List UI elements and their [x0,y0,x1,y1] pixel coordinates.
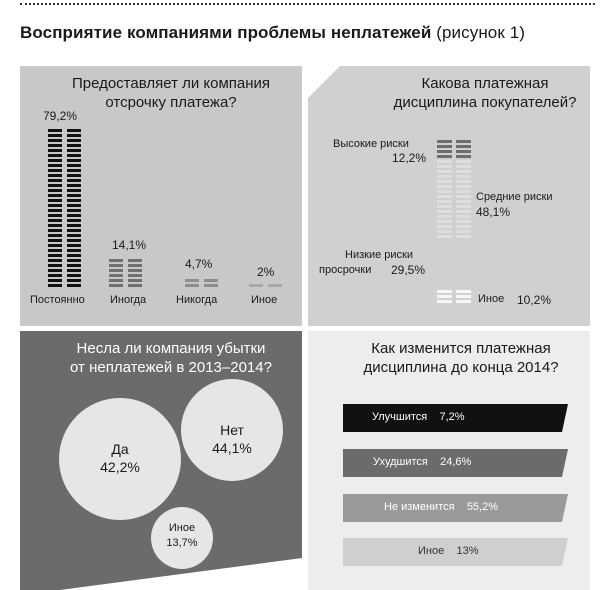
bar-dash-Постоянно [67,249,81,252]
stack-dash-Средние риски [437,170,452,173]
stack-dash-Высокие риски [437,150,452,153]
bar-dash-Постоянно [48,194,62,197]
stack-dash-Высокие риски [456,140,471,143]
bar-dash-Иногда [109,269,123,272]
stack-dash-Низкие риски просрочки [456,255,471,258]
hbar-label-uluchshitsya [372,411,465,423]
stack-dash-Средние риски [456,180,471,183]
stack-dash-Иное [456,300,471,303]
bar-dash-Постоянно [67,169,81,172]
bar-dash-Постоянно [48,189,62,192]
bar-dash-Постоянно [48,134,62,137]
bar-dash-Постоянно [67,129,81,132]
panel-4-title [332,339,590,377]
bar-dash-Постоянно [67,154,81,157]
bar-dash-Постоянно [67,204,81,207]
bar-dash-Постоянно [48,209,62,212]
stack-dash-Средние риски [437,225,452,228]
bar-dash-Никогда [204,279,218,282]
segment-value-other: 10,2% [517,293,552,307]
stack-dash-Низкие риски просрочки [437,270,452,273]
stack-dash-Средние риски [437,230,452,233]
hbar-label-ne-izmenitsya [384,501,498,513]
bar-dash-Постоянно [48,229,62,232]
bar-dash-Никогда [185,284,199,287]
hbar-name-ne-izmenitsya: Не изменится [384,501,455,513]
bar-dash-Постоянно [48,239,62,242]
stack-dash-Иное [437,300,452,303]
bar-dash-Постоянно [67,144,81,147]
hbar-value-ne-izmenitsya: 55,2% [466,501,499,513]
bubble-net-name: Нет [220,422,244,438]
bar-label-postoyanno: Постоянно [30,294,85,306]
bar-dash-Постоянно [67,189,81,192]
stack-dash-Высокие риски [456,150,471,153]
bar-dash-Постоянно [48,234,62,237]
bar-dash-Постоянно [48,274,62,277]
panel-3-title-line2: от неплатежей в 2013–2014? [70,359,272,376]
segment-label-high: Высокие риски [333,138,409,150]
stack-dash-Высокие риски [437,155,452,158]
bar-dash-Постоянно [67,279,81,282]
bar-dash-Постоянно [48,219,62,222]
bar-dash-Иногда [128,279,142,282]
stack-dash-Средние риски [456,165,471,168]
stack-dash-Низкие риски просрочки [437,285,452,288]
stack-dash-Средние риски [437,190,452,193]
panel-1-title-line1: Предоставляет ли компания [71,75,271,92]
panel-1-title-line2: отсрочку платежа? [105,94,237,111]
bar-dash-Иногда [128,259,142,262]
bar-dash-Постоянно [67,269,81,272]
stack-dash-Низкие риски просрочки [437,250,452,253]
hbar-value-inoe: 13% [456,545,479,557]
stack-dash-Низкие риски просрочки [437,255,452,258]
bar-dash-Постоянно [67,264,81,267]
panel-2-title [375,74,595,112]
bar-dash-Никогда [204,284,218,287]
stack-dash-Средние риски [437,165,452,168]
bar-dash-Иное [268,284,282,287]
stack-dash-Средние риски [437,180,452,183]
bar-dash-Иногда [109,279,123,282]
bar-value-postoyanno: 79,2% [43,109,78,123]
stack-dash-Средние риски [437,215,452,218]
stack-dash-Низкие риски просрочки [437,260,452,263]
stack-dash-Средние риски [437,235,452,238]
stack-dash-Низкие риски просрочки [456,285,471,288]
bar-dash-Постоянно [48,129,62,132]
panel-2-title-line2: дисциплина покупателей? [393,94,577,111]
stack-dash-Высокие риски [437,145,452,148]
bar-dash-Постоянно [67,239,81,242]
panel-4-title-line2: дисциплина до конца 2014? [363,359,559,376]
stack-dash-Средние риски [456,210,471,213]
bar-dash-Иногда [109,259,123,262]
bubble-da-value: 42,2% [100,459,140,475]
stack-dash-Средние риски [437,200,452,203]
bar-dash-Постоянно [67,134,81,137]
stack-dash-Низкие риски просрочки [456,265,471,268]
bar-dash-Иногда [128,284,142,287]
stack-dash-Средние риски [456,225,471,228]
stack-dash-Иное [456,295,471,298]
bar-dash-Иногда [109,264,123,267]
bar-dash-Постоянно [67,194,81,197]
bar-dash-Постоянно [67,219,81,222]
stack-dash-Низкие риски просрочки [456,240,471,243]
bubble-net-value: 44,1% [212,440,252,456]
bar-dash-Постоянно [67,209,81,212]
title-figure-ref: (рисунок 1) [436,23,526,42]
bar-dash-Постоянно [67,159,81,162]
panel-3-title [40,339,302,377]
bar-label-inogda: Иногда [110,294,147,306]
stack-dash-Средние риски [437,195,452,198]
bar-label-inoe: Иное [251,294,278,306]
stack-dash-Средние риски [456,200,471,203]
bar-dash-Иногда [109,284,123,287]
bar-dash-Постоянно [67,234,81,237]
stack-dash-Средние риски [456,230,471,233]
stack-dash-Средние риски [437,160,452,163]
bubble-inoe-text [151,521,213,551]
bar-dash-Постоянно [48,199,62,202]
bar-dash-Постоянно [48,284,62,287]
bar-dash-Постоянно [48,139,62,142]
stack-dash-Средние риски [456,170,471,173]
panel-1-title [40,74,302,112]
stack-dash-Высокие риски [456,155,471,158]
segment-label-low-2: просрочки [319,264,372,276]
stack-dash-Низкие риски просрочки [456,280,471,283]
panel-3-title-line1: Несла ли компания убытки [76,340,266,357]
stack-dash-Средние риски [456,190,471,193]
stack-dash-Средние риски [456,160,471,163]
stack-dash-Низкие риски просрочки [437,265,452,268]
stack-dash-Низкие риски просрочки [456,275,471,278]
panel-2-title-line1: Какова платежная [421,75,549,92]
stack-dash-Средние риски [456,215,471,218]
stack-dash-Средние риски [456,175,471,178]
stack-dash-Средние риски [437,210,452,213]
segment-label-low-1: Низкие риски [345,249,413,261]
hbar-name-uluchshitsya: Улучшится [372,411,428,423]
panel-4-title-line1: Как изменится платежная [371,340,551,357]
stack-dash-Высокие риски [456,145,471,148]
bar-dash-Иногда [109,274,123,277]
segment-label-other: Иное [478,293,505,305]
bar-dash-Постоянно [48,159,62,162]
stack-dash-Иное [437,295,452,298]
bar-dash-Постоянно [67,254,81,257]
segment-value-low: 29,5% [391,263,426,277]
bar-dash-Постоянно [48,174,62,177]
bar-dash-Постоянно [67,214,81,217]
stack-dash-Средние риски [456,205,471,208]
stack-dash-Низкие риски просрочки [456,245,471,248]
bar-value-inogda: 14,1% [112,238,147,252]
stack-dash-Низкие риски просрочки [437,280,452,283]
stack-dash-Низкие риски просрочки [437,240,452,243]
stack-dash-Высокие риски [437,140,452,143]
bar-dash-Постоянно [48,249,62,252]
bar-dash-Постоянно [48,154,62,157]
bar-dash-Постоянно [48,164,62,167]
hbar-value-uluchshitsya: 7,2% [439,411,465,423]
bar-dash-Никогда [185,279,199,282]
bar-value-inoe: 2% [257,265,275,279]
title-bold: Восприятие компаниями проблемы неплатежей [20,23,432,42]
bar-dash-Постоянно [67,199,81,202]
bar-dash-Постоянно [67,149,81,152]
bar-dash-Иногда [128,264,142,267]
bar-dash-Иное [249,284,263,287]
bar-dash-Постоянно [67,274,81,277]
bar-dash-Постоянно [48,269,62,272]
stack-dash-Иное [437,290,452,293]
stack-dash-Низкие риски просрочки [437,245,452,248]
stack-dash-Средние риски [456,195,471,198]
bar-dash-Постоянно [48,254,62,257]
bar-dash-Постоянно [48,224,62,227]
bar-dash-Постоянно [48,144,62,147]
bar-dash-Постоянно [48,244,62,247]
bar-dash-Постоянно [67,174,81,177]
bar-dash-Постоянно [48,204,62,207]
bubble-net-text [181,421,283,457]
hbar-label-uhudshitsya [373,456,471,468]
stack-dash-Средние риски [437,185,452,188]
bar-dash-Иногда [128,269,142,272]
stack-dash-Низкие риски просрочки [456,270,471,273]
bar-dash-Постоянно [67,244,81,247]
bar-dash-Постоянно [48,149,62,152]
bubble-da-text [59,440,181,476]
bar-dash-Постоянно [67,139,81,142]
stack-dash-Средние риски [456,185,471,188]
bar-value-nikogda: 4,7% [185,257,213,271]
stack-dash-Средние риски [456,235,471,238]
stack-dash-Иное [456,290,471,293]
bar-dash-Постоянно [48,214,62,217]
stack-dash-Низкие риски просрочки [437,275,452,278]
bar-dash-Постоянно [67,184,81,187]
segment-label-mid: Средние риски [476,191,553,203]
bar-dash-Постоянно [67,179,81,182]
bar-dash-Постоянно [67,224,81,227]
stack-dash-Средние риски [437,175,452,178]
bar-dash-Постоянно [67,229,81,232]
bar-dash-Постоянно [48,179,62,182]
bar-dash-Постоянно [48,264,62,267]
bar-dash-Постоянно [48,279,62,282]
hbar-label-inoe [418,545,478,557]
segment-value-mid: 48,1% [476,205,511,219]
bar-dash-Постоянно [67,164,81,167]
segment-value-high: 12,2% [392,151,427,165]
hbar-value-uhudshitsya: 24,6% [440,456,472,468]
stack-dash-Средние риски [456,220,471,223]
bar-label-nikogda: Никогда [176,294,218,306]
bar-dash-Постоянно [67,284,81,287]
hbar-name-inoe: Иное [418,545,445,557]
bubble-da-name: Да [111,441,129,457]
bar-dash-Иногда [128,274,142,277]
bar-dash-Постоянно [48,184,62,187]
bar-dash-Постоянно [48,259,62,262]
bubble-inoe-value: 13,7% [166,537,198,549]
bar-dash-Постоянно [67,259,81,262]
hbar-name-uhudshitsya: Ухудшится [373,456,428,468]
bar-dash-Постоянно [48,169,62,172]
stack-dash-Средние риски [437,220,452,223]
stack-dash-Низкие риски просрочки [456,250,471,253]
bubble-inoe-name: Иное [168,522,196,534]
stack-dash-Низкие риски просрочки [456,260,471,263]
stack-dash-Средние риски [437,205,452,208]
